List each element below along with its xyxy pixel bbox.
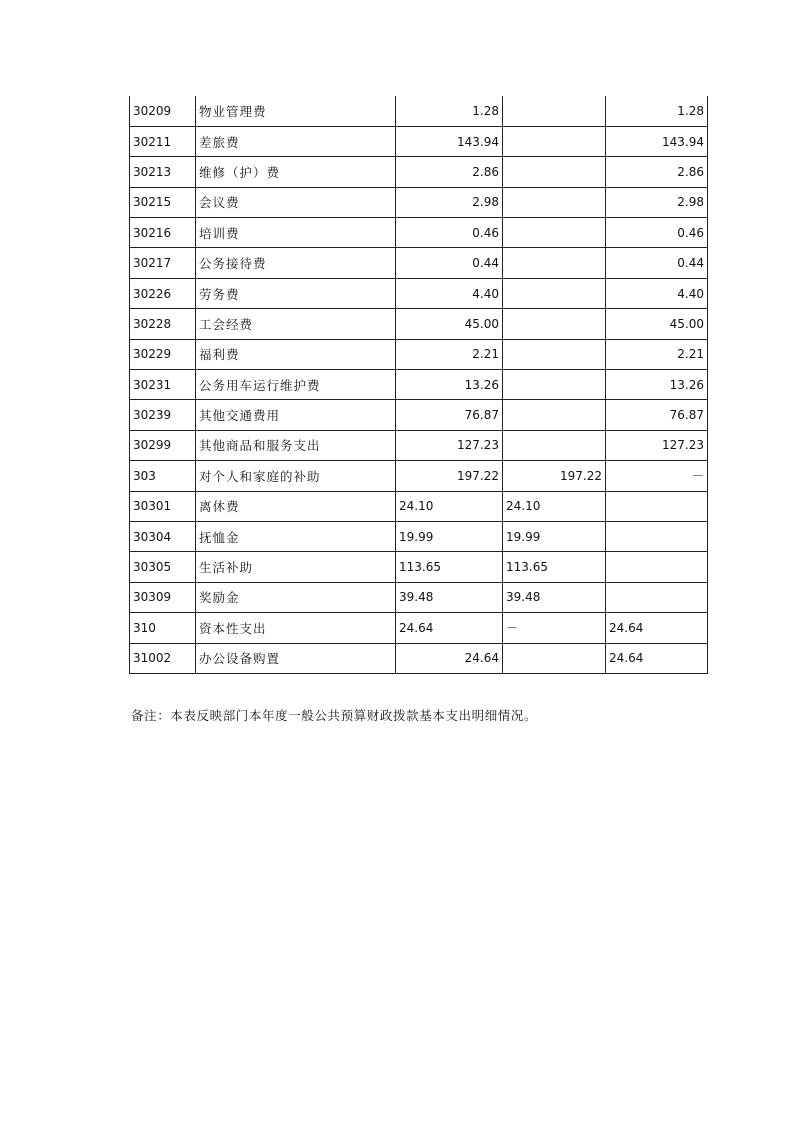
total-cell: 76.87 — [396, 400, 503, 430]
public-cell: 45.00 — [606, 309, 708, 339]
public-cell: 127.23 — [606, 430, 708, 460]
subject-name-cell: 离休费 — [196, 491, 396, 521]
subject-code-cell: 30305 — [130, 552, 196, 582]
subject-name-cell: 生活补助 — [196, 552, 396, 582]
subject-name-cell: 其他交通费用 — [196, 400, 396, 430]
total-cell: 24.10 — [396, 491, 503, 521]
table-row — [130, 96, 708, 126]
public-cell: 1.28 — [606, 96, 708, 126]
public-cell: 24.64 — [606, 643, 708, 673]
subject-code-cell: 30231 — [130, 370, 196, 400]
subject-name-cell: 对个人和家庭的补助 — [196, 461, 396, 491]
subject-name-cell: 差旅费 — [196, 126, 396, 156]
table-row — [130, 248, 708, 278]
total-cell: 39.48 — [396, 582, 503, 612]
public-cell: 2.21 — [606, 339, 708, 369]
subject-name-cell: 抚恤金 — [196, 521, 396, 551]
subject-name-cell: 其他商品和服务支出 — [196, 430, 396, 460]
total-cell: 2.98 — [396, 187, 503, 217]
total-cell: 113.65 — [396, 552, 503, 582]
personnel-cell — [503, 339, 606, 369]
personnel-cell: 197.22 — [503, 461, 606, 491]
subject-code-cell: 31002 — [130, 643, 196, 673]
subject-name-cell: 公务接待费 — [196, 248, 396, 278]
table-row — [130, 552, 708, 582]
subject-code-cell: 30301 — [130, 491, 196, 521]
total-cell: 0.46 — [396, 218, 503, 248]
subject-name-cell: 资本性支出 — [196, 613, 396, 643]
public-cell: 13.26 — [606, 370, 708, 400]
personnel-cell — [503, 400, 606, 430]
public-cell: 4.40 — [606, 278, 708, 308]
table-row — [130, 187, 708, 217]
personnel-cell — [503, 218, 606, 248]
personnel-cell: 39.48 — [503, 582, 606, 612]
subject-name-cell: 物业管理费 — [196, 96, 396, 126]
table-row — [130, 582, 708, 612]
public-cell — [606, 552, 708, 582]
personnel-cell — [503, 643, 606, 673]
subject-code-cell: 30217 — [130, 248, 196, 278]
subject-name-cell: 福利费 — [196, 339, 396, 369]
subject-code-cell: 30299 — [130, 430, 196, 460]
personnel-cell — [503, 278, 606, 308]
total-cell: 24.64 — [396, 643, 503, 673]
subject-code-cell: 30228 — [130, 309, 196, 339]
table-row — [130, 218, 708, 248]
subject-code-cell: 30209 — [130, 96, 196, 126]
public-cell — [606, 491, 708, 521]
public-cell — [606, 521, 708, 551]
subject-code-cell: 30215 — [130, 187, 196, 217]
subject-code-cell: 30226 — [130, 278, 196, 308]
total-cell: 2.86 — [396, 157, 503, 187]
personnel-cell: － — [503, 613, 606, 643]
table-row — [130, 126, 708, 156]
personnel-cell — [503, 370, 606, 400]
table-row — [130, 370, 708, 400]
table-row — [130, 461, 708, 491]
subject-code-cell: 303 — [130, 461, 196, 491]
table-footnote: 备注：本表反映部门本年度一般公共预算财政拨款基本支出明细情况。 — [131, 708, 538, 723]
table-row — [130, 491, 708, 521]
subject-name-cell: 办公设备购置 — [196, 643, 396, 673]
personnel-cell — [503, 96, 606, 126]
public-cell — [606, 582, 708, 612]
subject-name-cell: 维修（护）费 — [196, 157, 396, 187]
personnel-cell — [503, 248, 606, 278]
subject-name-cell: 培训费 — [196, 218, 396, 248]
subject-name-cell: 工会经费 — [196, 309, 396, 339]
total-cell: 1.28 — [396, 96, 503, 126]
personnel-cell: 24.10 — [503, 491, 606, 521]
personnel-cell — [503, 430, 606, 460]
total-cell: 4.40 — [396, 278, 503, 308]
table-row — [130, 400, 708, 430]
table-body — [130, 96, 708, 673]
total-cell: 127.23 — [396, 430, 503, 460]
table-row — [130, 278, 708, 308]
personnel-cell — [503, 157, 606, 187]
public-cell: 76.87 — [606, 400, 708, 430]
subject-code-cell: 30239 — [130, 400, 196, 430]
public-cell: 0.46 — [606, 218, 708, 248]
total-cell: 19.99 — [396, 521, 503, 551]
total-cell: 197.22 — [396, 461, 503, 491]
subject-name-cell: 会议费 — [196, 187, 396, 217]
table-row — [130, 157, 708, 187]
subject-code-cell: 30229 — [130, 339, 196, 369]
subject-code-cell: 30211 — [130, 126, 196, 156]
public-cell: － — [606, 461, 708, 491]
subject-code-cell: 30304 — [130, 521, 196, 551]
subject-name-cell: 奖励金 — [196, 582, 396, 612]
personnel-cell — [503, 126, 606, 156]
personnel-cell — [503, 309, 606, 339]
personnel-cell — [503, 187, 606, 217]
subject-name-cell: 劳务费 — [196, 278, 396, 308]
subject-code-cell: 30309 — [130, 582, 196, 612]
subject-code-cell: 30213 — [130, 157, 196, 187]
public-cell: 2.86 — [606, 157, 708, 187]
table-row — [130, 309, 708, 339]
total-cell: 2.21 — [396, 339, 503, 369]
total-cell: 143.94 — [396, 126, 503, 156]
personnel-cell: 113.65 — [503, 552, 606, 582]
total-cell: 24.64 — [396, 613, 503, 643]
table-row — [130, 643, 708, 673]
table-row — [130, 613, 708, 643]
subject-name-cell: 公务用车运行维护费 — [196, 370, 396, 400]
table-row — [130, 521, 708, 551]
expenditure-table — [129, 96, 708, 674]
total-cell: 0.44 — [396, 248, 503, 278]
table-row — [130, 339, 708, 369]
table-row — [130, 430, 708, 460]
total-cell: 45.00 — [396, 309, 503, 339]
subject-code-cell: 310 — [130, 613, 196, 643]
total-cell: 13.26 — [396, 370, 503, 400]
public-cell: 143.94 — [606, 126, 708, 156]
personnel-cell: 19.99 — [503, 521, 606, 551]
public-cell: 24.64 — [606, 613, 708, 643]
public-cell: 0.44 — [606, 248, 708, 278]
public-cell: 2.98 — [606, 187, 708, 217]
subject-code-cell: 30216 — [130, 218, 196, 248]
